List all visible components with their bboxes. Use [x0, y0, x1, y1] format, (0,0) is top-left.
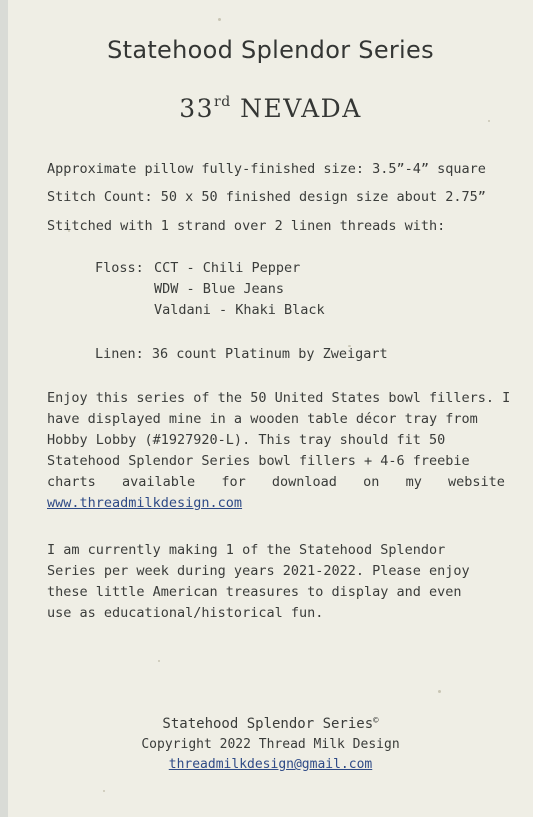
- stitch-count-line: Stitch Count: 50 x 50 finished design size about 2.75”: [47, 189, 486, 205]
- paragraph-line: these little American treasures to display and even: [47, 584, 462, 600]
- pattern-card: [8, 0, 533, 817]
- paragraph-line: Series per week during years 2021-2022. Please enjoy: [47, 563, 470, 579]
- floss-item: Valdani - Khaki Black: [154, 302, 325, 318]
- linen-line: Linen: 36 count Platinum by Zweigart: [95, 346, 388, 362]
- finished-size-line: Approximate pillow fully-finished size: 3.5”-4” square: [47, 161, 486, 177]
- floss-item: CCT - Chili Pepper: [154, 260, 301, 276]
- strand-line: Stitched with 1 strand over 2 linen threads with:: [47, 218, 446, 234]
- state-name: NEVADA: [240, 94, 362, 123]
- floss-item: WDW - Blue Jeans: [154, 281, 285, 297]
- schedule-note: [47, 540, 505, 624]
- paragraph-line: Hobby Lobby (#1927920-L). This tray should fit 50: [47, 432, 446, 448]
- paper-speck: [488, 120, 490, 122]
- paper-speck: [438, 690, 441, 693]
- email-link[interactable]: threadmilkdesign@gmail.com: [168, 757, 373, 772]
- series-title: Statehood Splendor Series: [107, 36, 434, 64]
- paper-speck: [218, 18, 221, 21]
- paragraph-line: Statehood Splendor Series bowl fillers + 4-6 freebie: [47, 453, 470, 469]
- floss-list: [95, 258, 325, 321]
- paragraph-line: charts available for download on my website: [47, 474, 505, 490]
- state-ordinal-suffix: rd: [214, 94, 231, 110]
- series-description: [47, 388, 511, 514]
- floss-label: Floss:: [95, 260, 144, 276]
- paragraph-line: have displayed mine in a wooden table décor tray from: [47, 411, 478, 427]
- website-link[interactable]: www.threadmilkdesign.com: [47, 495, 243, 511]
- paper-speck: [103, 790, 105, 792]
- paragraph-line: use as educational/historical fun.: [47, 605, 324, 621]
- paragraph-line: I am currently making 1 of the Statehood Splendor: [47, 542, 446, 558]
- floss-row: [95, 300, 325, 321]
- state-heading: [8, 92, 533, 123]
- footer-copyright: Copyright 2022 Thread Milk Design: [141, 737, 400, 752]
- paper-speck: [158, 660, 160, 662]
- state-ordinal-number: 33: [179, 94, 215, 123]
- footer-series-name: Statehood Splendor Series©: [162, 716, 379, 732]
- footer-email-link[interactable]: [8, 754, 533, 775]
- floss-row: [95, 258, 325, 279]
- floss-row: [95, 279, 325, 300]
- paragraph-line: Enjoy this series of the 50 United States bowl fillers. I: [47, 390, 511, 406]
- copyright-mark: ©: [373, 716, 379, 726]
